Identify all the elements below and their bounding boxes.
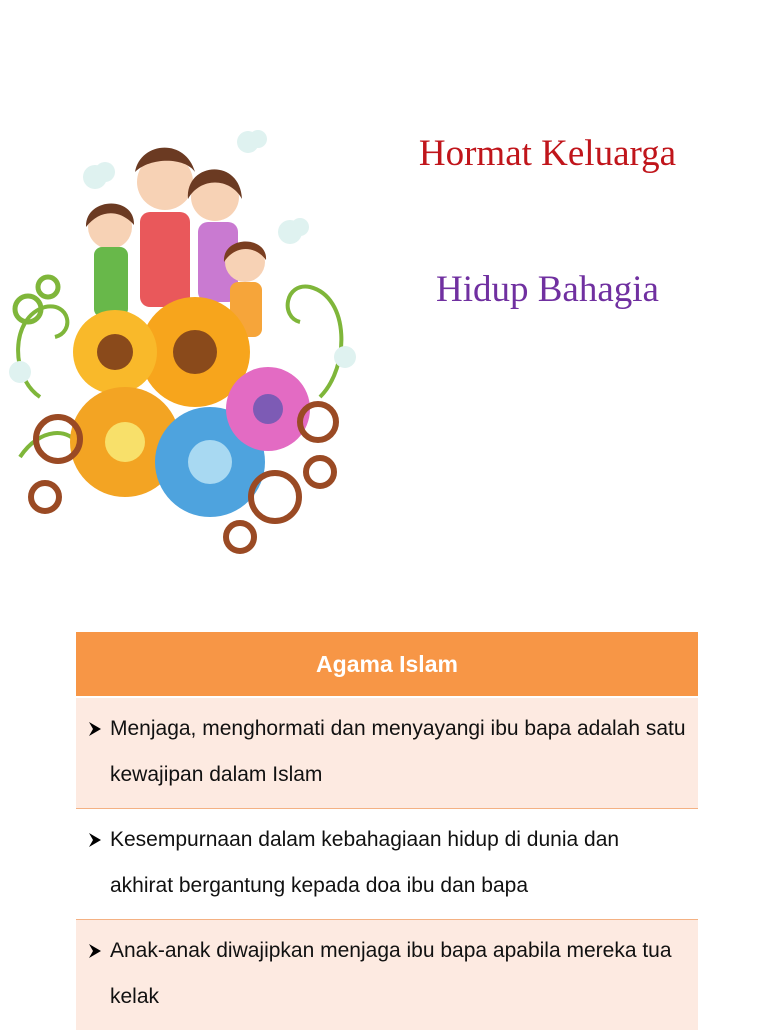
arrow-bullet-icon — [86, 817, 104, 863]
table-row — [76, 920, 698, 1030]
page-subtitle: Hidup Bahagia — [380, 268, 715, 311]
table-header-row — [76, 632, 698, 697]
table-row — [76, 697, 698, 809]
row-text: Kesempurnaan dalam kebahagiaan hidup di dunia dan akhirat bergantung kepada doa ibu dan bapa — [110, 828, 619, 897]
table-row — [76, 809, 698, 920]
row-text: Menjaga, menghormati dan menyayangi ibu bapa adalah satu kewajipan dalam Islam — [110, 717, 686, 786]
row-text: Anak-anak diwajipkan menjaga ibu bapa apabila mereka tua kelak — [110, 939, 672, 1008]
table-header: Agama Islam — [76, 632, 698, 697]
arrow-bullet-icon — [86, 928, 104, 974]
arrow-bullet-icon — [86, 706, 104, 752]
page-title: Hormat Keluarga — [380, 132, 715, 175]
table-cell — [76, 920, 698, 1030]
table-cell — [76, 697, 698, 809]
religion-table — [76, 632, 698, 1030]
family-flowers-illustration — [0, 127, 375, 562]
table-cell — [76, 809, 698, 920]
